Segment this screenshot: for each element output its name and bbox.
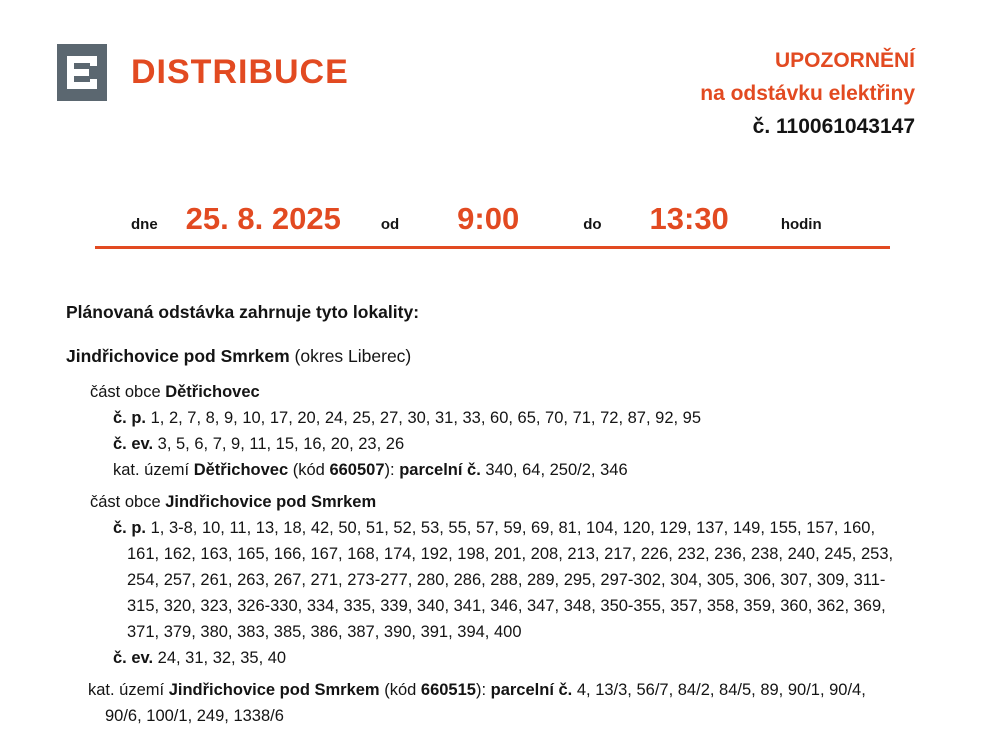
parcel-values: 340, 64, 250/2, 346 — [485, 461, 628, 479]
part-label: část obce — [90, 383, 166, 401]
part-name: Jindřichovice pod Smrkem — [165, 493, 377, 511]
cp-values: 1, 2, 7, 8, 9, 10, 17, 20, 24, 25, 27, 30, 31, 33, 60, 65, 70, 71, 72, 87, 92, 95 — [150, 409, 702, 427]
from-label: od — [380, 216, 400, 233]
cp-label: č. p. — [113, 409, 151, 427]
cev-values: 3, 5, 6, 7, 9, 11, 15, 16, 20, 23, 26 — [157, 435, 405, 453]
parcel-label: parcelní č. — [399, 461, 486, 479]
municipality-name: Jindřichovice pod Smrkem — [66, 346, 290, 366]
hours-label: hodin — [780, 216, 822, 233]
municipality-line — [66, 343, 925, 369]
kod-prefix: (kód — [288, 461, 330, 479]
locality-section-detrichovec — [66, 379, 925, 483]
locality-section-jindrichovice — [66, 489, 925, 729]
localities-content — [66, 299, 925, 729]
schedule-row — [95, 201, 890, 249]
part-of-town-line — [90, 489, 925, 515]
kat-label: kat. území — [88, 681, 169, 699]
cadastral-line — [88, 677, 903, 729]
notice-header — [700, 44, 915, 143]
kat-label: kat. území — [113, 461, 194, 479]
notice-subtitle: na odstávku elektřiny — [700, 82, 915, 105]
registration-numbers-line — [113, 431, 908, 457]
cev-values: 24, 31, 32, 35, 40 — [157, 649, 287, 667]
part-name: Dětřichovec — [165, 383, 260, 401]
to-time: 13:30 — [649, 201, 729, 236]
notice-number: č. 110061043147 — [752, 115, 915, 138]
registration-numbers-line — [113, 645, 908, 671]
kod-value: 660507 — [329, 461, 385, 479]
house-numbers-line — [113, 405, 908, 431]
cev-label: č. ev. — [113, 649, 158, 667]
part-label: část obce — [90, 493, 166, 511]
parcel-label: parcelní č. — [490, 681, 577, 699]
date-label: dne — [131, 216, 158, 233]
brand — [57, 44, 349, 101]
municipality-district: (okres Liberec) — [289, 346, 412, 366]
cp-values: 1, 3-8, 10, 11, 13, 18, 42, 50, 51, 52, 53, 55, 57, 59, 69, 81, 104, 120, 129, 137, 149, 155, 157, 160, 161, 162, 163, 165, 166, 167, 168, 174, 192, 198, 201, 208, 213, 217, 226, 232, 236, 238, 240, 245, 253, 254, 257, 261, 263, 267, 271, 273-277, 280, 286, 288, 289, 295, 297-302, 304, 305, 306, 307, 309, 311-315, 320, 323, 326-330, 334, 335, 339, 340, 341, 346, 347, 348, 350-355, 357, 358, 359, 360, 362, 369, 371, 379, 380, 383, 385, 386, 387, 390, 391, 394, 400 — [127, 519, 894, 641]
cev-label: č. ev. — [113, 435, 158, 453]
brand-name: DISTRIBUCE — [131, 53, 349, 91]
from-time: 9:00 — [457, 201, 520, 236]
kod-value: 660515 — [420, 681, 476, 699]
kat-name: Jindřichovice pod Smrkem — [168, 681, 380, 699]
parcel-values: 4, 13/3, 56/7, 84/2, 84/5, 89, 90/1, 90/4, 90/6, 100/1, 249, 1338/6 — [105, 681, 866, 725]
cp-label: č. p. — [113, 519, 151, 537]
cez-logo-icon — [57, 44, 107, 101]
kod-prefix: (kód — [379, 681, 421, 699]
outage-date: 25. 8. 2025 — [185, 201, 341, 236]
house-numbers-line — [113, 515, 908, 645]
cadastral-line — [113, 457, 908, 483]
kat-name: Dětřichovec — [193, 461, 289, 479]
to-label: do — [583, 216, 602, 233]
notice-title: UPOZORNĚNÍ — [774, 49, 915, 72]
part-of-town-line — [90, 379, 925, 405]
document-header — [0, 0, 985, 143]
kod-suffix: ): — [475, 681, 491, 699]
kod-suffix: ): — [384, 461, 400, 479]
localities-heading: Plánovaná odstávka zahrnuje tyto lokality: — [66, 302, 420, 322]
